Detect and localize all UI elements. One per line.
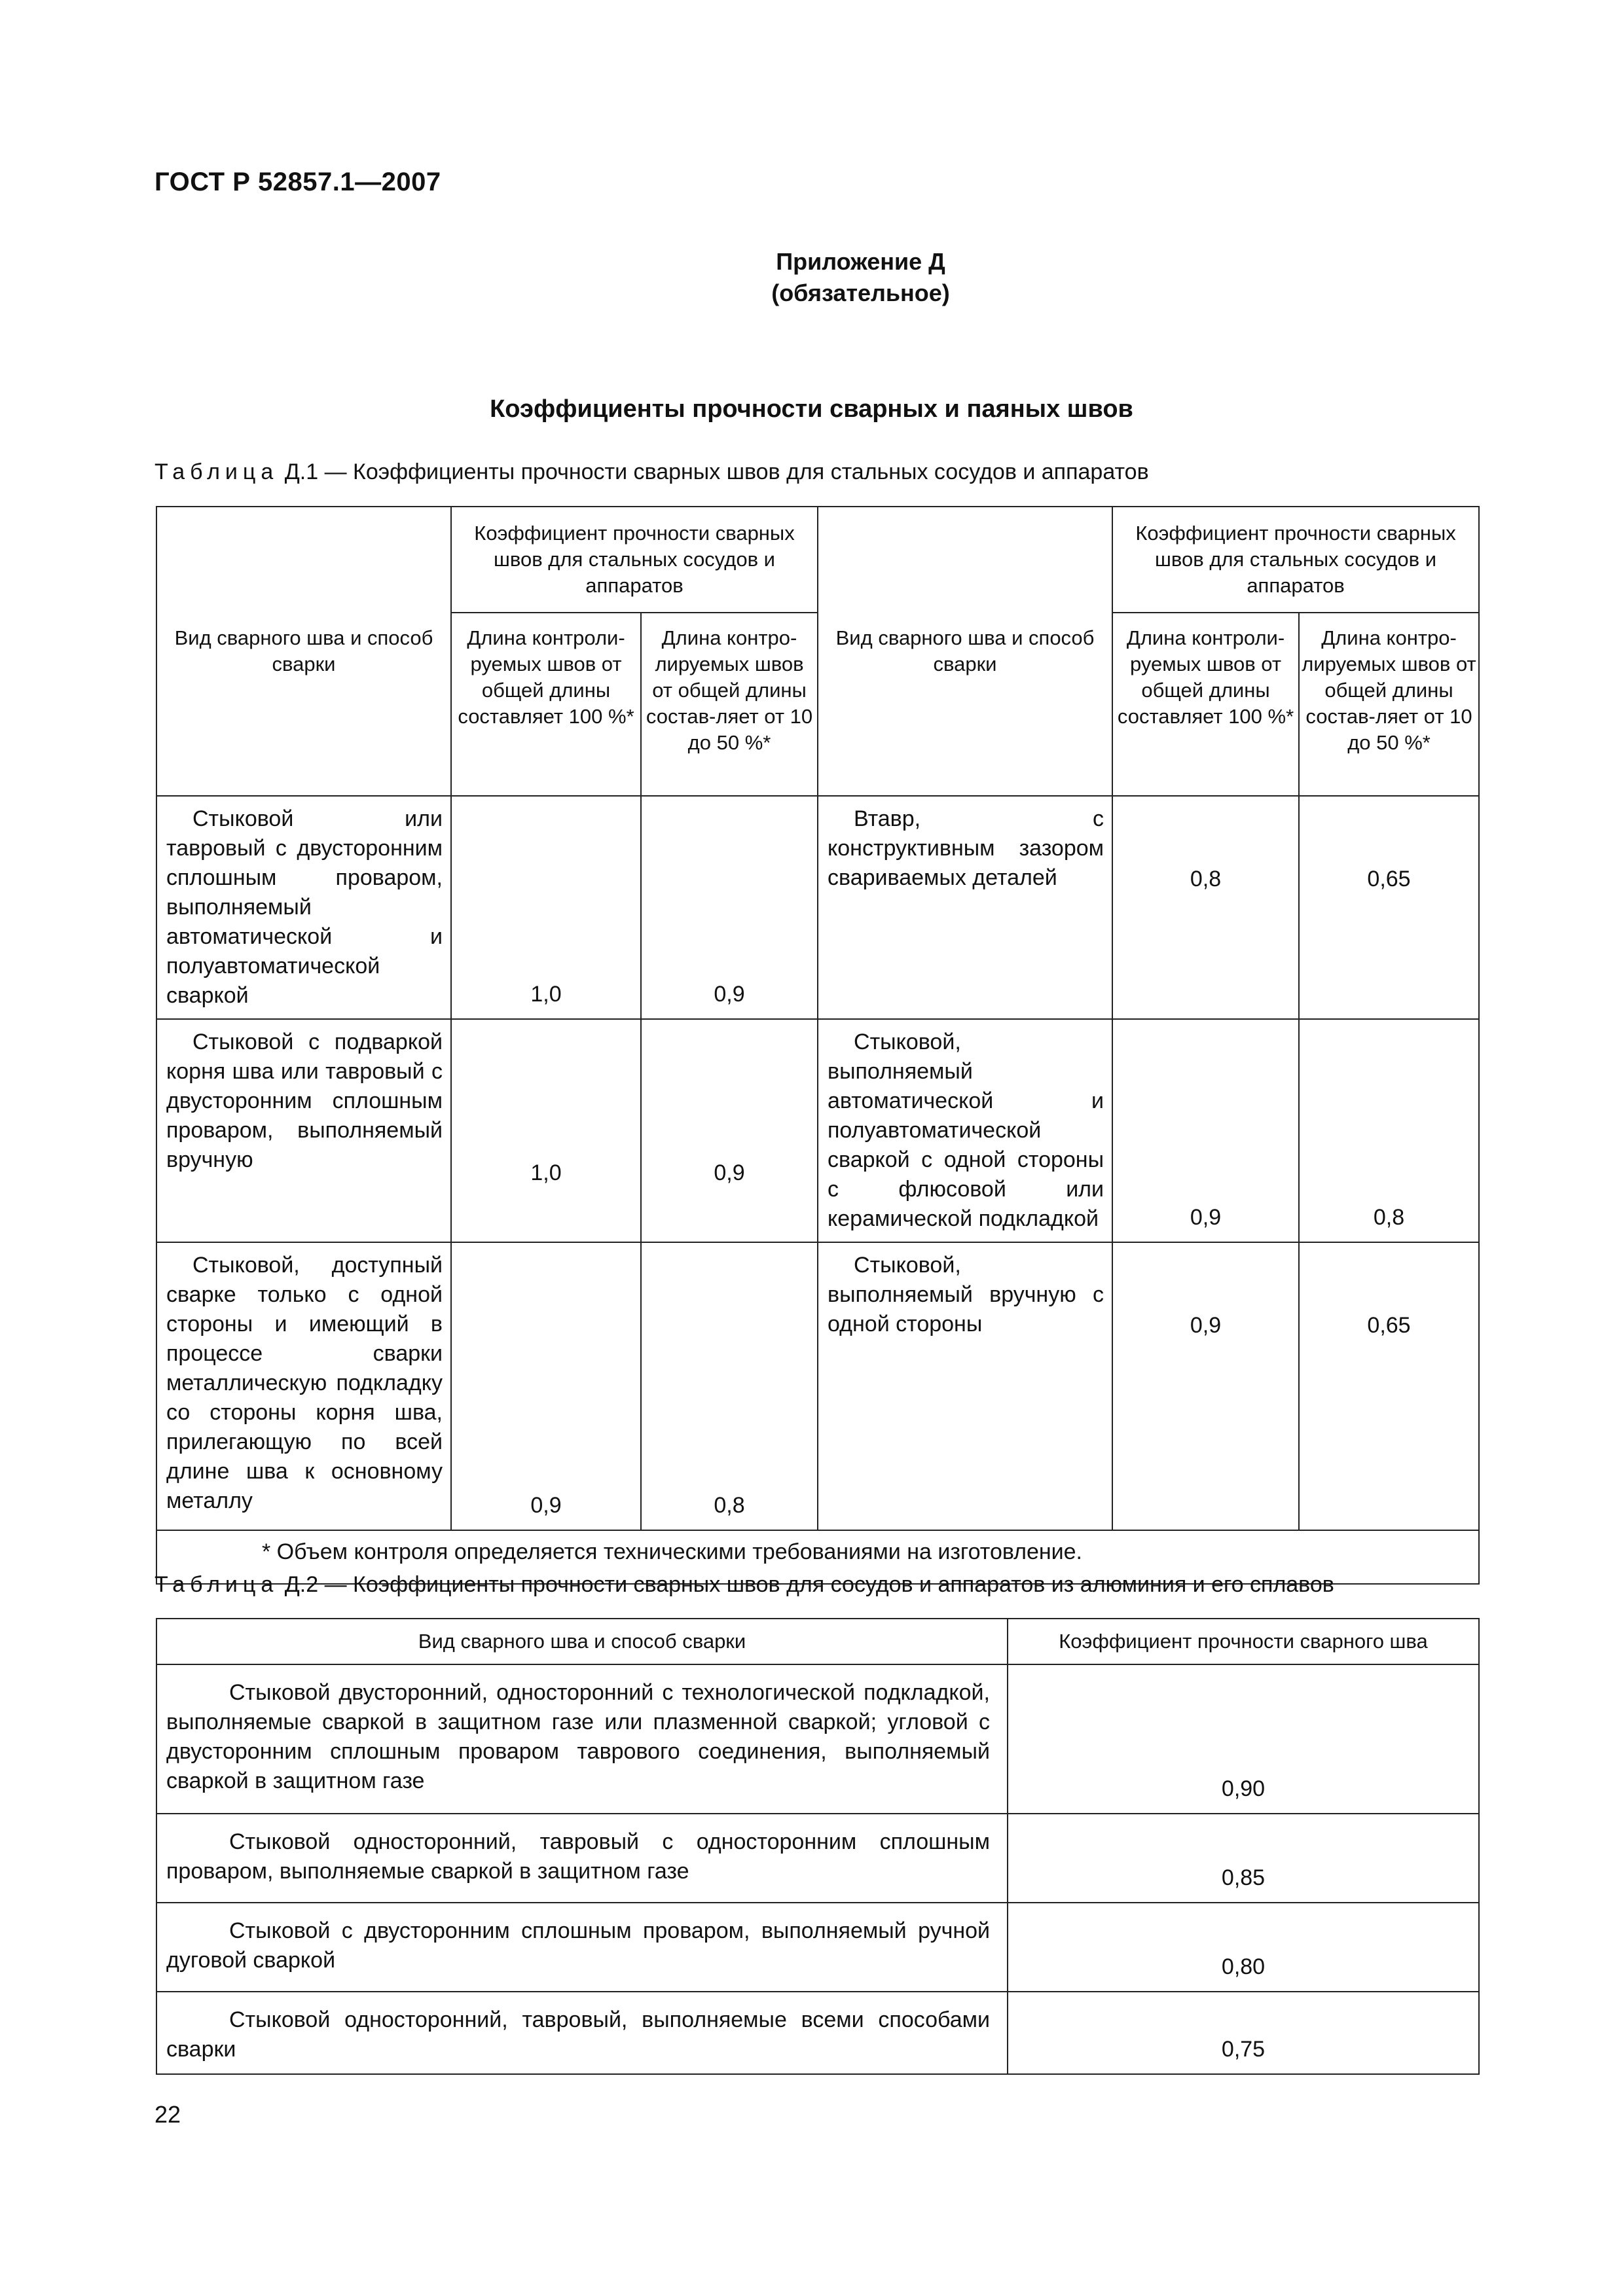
table1-head-coef-left: Коэффициент прочности сварных швов для стальных сосудов и аппаратов <box>451 507 818 613</box>
coef-100-cell: 0,8 <box>1112 796 1299 1019</box>
coef-100-cell: 0,9 <box>451 1242 641 1530</box>
weld-type-cell: Стыковой односторонний, тавровый, выполняемые всеми способами сварки <box>156 1992 1008 2074</box>
weld-type-cell: Стыковой с двусторонним сплошным проваром, выполняемый ручной дуговой сваркой <box>156 1903 1008 1992</box>
coef-10-50-cell: 0,65 <box>1299 1242 1479 1530</box>
weld-type-cell: Стыковой, выполняемый вручную с одной стороны <box>818 1242 1112 1530</box>
standard-designation: ГОСТ Р 52857.1—2007 <box>155 168 441 196</box>
coef-100-cell: 0,9 <box>1112 1019 1299 1242</box>
table2-caption <box>155 1572 1334 1598</box>
table1-head-10-50-left: Длина контро-лируемых швов от общей длины состав-ляет от 10 до 50 %* <box>641 613 818 796</box>
coef-10-50-cell: 0,8 <box>641 1242 818 1530</box>
weld-type-cell: Стыковой, доступный сварке только с одной стороны и имеющий в процессе сварки металлическую подкладку со стороны корня шва, прилегающую по всей длине шва к основному металлу <box>156 1242 451 1530</box>
table-row <box>156 1242 1479 1530</box>
steel-weld-coefficient-table <box>156 506 1480 1585</box>
table1-head-type-left: Вид сварного шва и способ сварки <box>156 507 451 796</box>
table1-head-coef-right: Коэффициент прочности сварных швов для стальных сосудов и аппаратов <box>1112 507 1479 613</box>
weld-type-cell: Стыковой двусторонний, односторонний с технологической подкладкой, выполняемые сваркой в защитном газе или плазменной сваркой; угловой с двусторонним сплошным проваром таврового соединения, выполняемый сваркой в защитном газе <box>156 1664 1008 1814</box>
coef-cell: 0,90 <box>1008 1664 1479 1814</box>
table1-footnote: * Объем контроля определяется техническими требованиями на изготовление. <box>156 1530 1479 1584</box>
annex-status: (обязательное) <box>771 279 950 306</box>
coef-cell: 0,80 <box>1008 1903 1479 1992</box>
page-number: 22 <box>155 2101 181 2128</box>
annex-title: Приложение Д <box>776 248 945 275</box>
table-row <box>156 1664 1479 1814</box>
table2-caption-label: Таблица <box>155 1572 279 1597</box>
coef-100-cell: 1,0 <box>451 1019 641 1242</box>
table1-caption <box>155 459 1149 485</box>
coef-10-50-cell: 0,9 <box>641 796 818 1019</box>
table1-head-10-50-right: Длина контро-лируемых швов от общей длины состав-ляет от 10 до 50 %* <box>1299 613 1479 796</box>
aluminum-weld-coefficient-table <box>156 1618 1480 2075</box>
table-row <box>156 1019 1479 1242</box>
weld-type-cell: Втавр, с конструктивным зазором свариваемых деталей <box>818 796 1112 1019</box>
weld-type-cell: Стыковой, выполняемый автоматической и полуавтоматической сваркой с одной стороны с флюсовой или керамической подкладкой <box>818 1019 1112 1242</box>
coef-10-50-cell: 0,8 <box>1299 1019 1479 1242</box>
table1-head-100-right: Длина контроли-руемых швов от общей длины составляет 100 %* <box>1112 613 1299 796</box>
table2-caption-text: Д.2 — Коэффициенты прочности сварных швов для сосудов и аппаратов из алюминия и его сплавов <box>278 1572 1334 1597</box>
coef-100-cell: 0,9 <box>1112 1242 1299 1530</box>
table2-head-coef: Коэффициент прочности сварного шва <box>1008 1619 1479 1664</box>
annex-heading <box>0 246 1623 309</box>
table-row <box>156 1903 1479 1992</box>
table-row <box>156 1814 1479 1903</box>
coef-100-cell: 1,0 <box>451 796 641 1019</box>
coef-10-50-cell: 0,65 <box>1299 796 1479 1019</box>
table1-head-100-left: Длина контроли-руемых швов от общей длины составляет 100 %* <box>451 613 641 796</box>
section-title: Коэффициенты прочности сварных и паяных швов <box>490 395 1133 423</box>
weld-type-cell: Стыковой с подваркой корня шва или тавровый с двусторонним сплошным проваром, выполняемый вручную <box>156 1019 451 1242</box>
table2-head-type: Вид сварного шва и способ сварки <box>156 1619 1008 1664</box>
table1-caption-label: Таблица <box>155 459 279 484</box>
table1-head-type-right: Вид сварного шва и способ сварки <box>818 507 1112 796</box>
table-row <box>156 796 1479 1019</box>
weld-type-cell: Стыковой или тавровый с двусторонним сплошным проваром, выполняемый автоматической и полуавтоматической сваркой <box>156 796 451 1019</box>
coef-cell: 0,85 <box>1008 1814 1479 1903</box>
coef-10-50-cell: 0,9 <box>641 1019 818 1242</box>
coef-cell: 0,75 <box>1008 1992 1479 2074</box>
table1-caption-text: Д.1 — Коэффициенты прочности сварных швов для стальных сосудов и аппаратов <box>278 459 1149 484</box>
table-row <box>156 1992 1479 2074</box>
weld-type-cell: Стыковой односторонний, тавровый с односторонним сплошным проваром, выполняемые сваркой в защитном газе <box>156 1814 1008 1903</box>
